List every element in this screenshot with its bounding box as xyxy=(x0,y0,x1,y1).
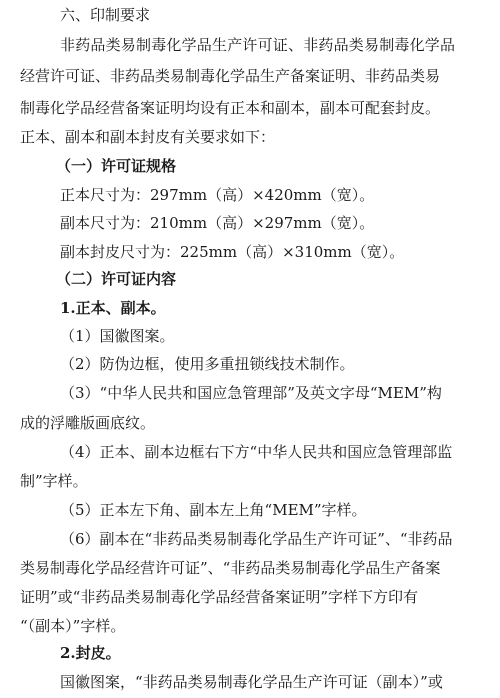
list-item: （6）副本在“非药品类易制毒化学品生产许可证”、“非药品 xyxy=(60,530,453,548)
item-title-original-copy: 1.正本、副本。 xyxy=(60,299,166,317)
subsection-title-content: （二）许可证内容 xyxy=(56,270,177,288)
list-item: （3）“中华人民共和国应急管理部”及英文字母“MEM”构 xyxy=(60,384,442,402)
list-item-continuation: 证明”或“非药品类易制毒化学品经营备案证明”字样下方印有 xyxy=(20,588,419,606)
list-item: （1）国徽图案。 xyxy=(60,327,175,345)
intro-line-3: 制毒化学品经营备案证明均设有正本和副本，副本可配套封皮。 xyxy=(20,99,441,117)
intro-line-1: 非药品类易制毒化学品生产许可证、非药品类易制毒化学品 xyxy=(60,36,456,54)
cover-line: 国徽图案，“非药品类易制毒化学品生产许可证（副本）”或 xyxy=(60,673,443,691)
spec-line-3: 副本封皮尺寸为：225mm（高）×310mm（宽）。 xyxy=(60,243,405,261)
list-item: （4）正本、副本边框右下方“中华人民共和国应急管理部监 xyxy=(60,443,453,461)
list-item-continuation: 成的浮雕版画底纹。 xyxy=(20,414,156,432)
section-title: 六、印制要求 xyxy=(60,6,151,24)
item-title-cover: 2.封皮。 xyxy=(60,644,121,662)
spec-line-2: 副本尺寸为：210mm（高）×297mm（宽）。 xyxy=(60,214,375,232)
list-item-continuation: 制”字样。 xyxy=(20,472,88,490)
subsection-title-spec: （一）许可证规格 xyxy=(56,157,177,175)
list-item: （2）防伪边框，使用多重扭锁线技术制作。 xyxy=(60,355,355,373)
intro-line-4: 正本、副本和副本封皮有关要求如下： xyxy=(20,128,276,146)
list-item-continuation: 类易制毒化学品经营许可证”、“非药品类易制毒化学品生产备案 xyxy=(20,559,441,577)
list-item-continuation: “（副本）”字样。 xyxy=(20,617,126,635)
list-item: （5）正本左下角、副本左上角“MEM”字样。 xyxy=(60,501,367,519)
intro-line-2: 经营许可证、非药品类易制毒化学品生产备案证明、非药品类易 xyxy=(20,67,441,85)
spec-line-1: 正本尺寸为：297mm（高）×420mm（宽）。 xyxy=(60,186,375,204)
